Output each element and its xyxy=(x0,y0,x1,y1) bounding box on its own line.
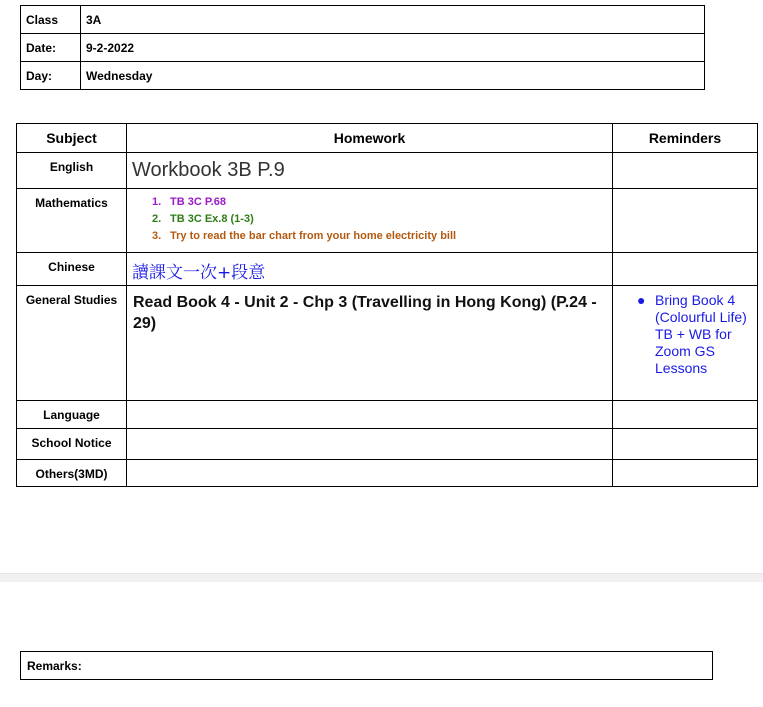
row-chinese xyxy=(17,253,758,286)
task-cell-others xyxy=(127,460,613,487)
info-row-class xyxy=(21,6,705,34)
remarks-row xyxy=(21,652,713,680)
math-item-3 xyxy=(127,228,612,245)
math-item-text: TB 3C Ex.8 (1-3) xyxy=(170,213,254,225)
day-value: Wednesday xyxy=(81,62,705,90)
subject-others: Others(3MD) xyxy=(17,460,127,487)
reminder-cell-school-notice xyxy=(613,429,758,460)
remarks-table xyxy=(20,651,713,680)
row-general-studies xyxy=(17,286,758,401)
math-item-text: Try to read the bar chart from your home electricity bill xyxy=(170,230,457,242)
gs-reminder-list xyxy=(613,286,757,377)
gs-reminder-text: Bring Book 4 (Colourful Life) TB + WB for Zoom GS Lessons xyxy=(655,292,747,376)
day-label: Day: xyxy=(21,62,81,90)
math-item-number: 1. xyxy=(152,196,162,208)
info-row-day xyxy=(21,62,705,90)
task-cell-general-studies xyxy=(127,286,613,401)
reminder-cell-english xyxy=(613,153,758,189)
reminder-cell-mathematics xyxy=(613,189,758,253)
task-cell-mathematics xyxy=(127,189,613,253)
reminder-cell-language xyxy=(613,401,758,429)
math-item-1 xyxy=(127,194,612,211)
gs-reminder-item xyxy=(613,292,757,377)
chinese-task: 讀課文一次+段意 xyxy=(132,263,266,283)
task-cell-chinese xyxy=(127,253,613,286)
general-studies-task: Read Book 4 - Unit 2 - Chp 3 (Travelling in Hong Kong) (P.24 - 29) xyxy=(133,294,597,332)
homework-table xyxy=(16,123,758,487)
reminder-cell-others xyxy=(613,460,758,487)
math-item-number: 3. xyxy=(152,230,162,242)
reminder-cell-general-studies xyxy=(613,286,758,401)
math-task-list xyxy=(127,189,612,245)
task-cell-language xyxy=(127,401,613,429)
row-school-notice xyxy=(17,429,758,460)
subject-english: English xyxy=(17,153,127,189)
row-others xyxy=(17,460,758,487)
homework-header-row xyxy=(17,124,758,153)
subject-chinese: Chinese xyxy=(17,253,127,286)
info-table xyxy=(20,5,705,90)
date-label: Date: xyxy=(21,34,81,62)
row-english xyxy=(17,153,758,189)
math-item-2 xyxy=(127,211,612,228)
info-row-date xyxy=(21,34,705,62)
subject-school-notice: School Notice xyxy=(17,429,127,460)
subject-header: Subject xyxy=(17,124,127,153)
class-value: 3A xyxy=(81,6,705,34)
reminders-header: Reminders xyxy=(613,124,758,153)
homework-header: Homework xyxy=(127,124,613,153)
math-item-text: TB 3C P.68 xyxy=(170,196,227,208)
row-language xyxy=(17,401,758,429)
math-item-number: 2. xyxy=(152,213,162,225)
subject-general-studies: General Studies xyxy=(17,286,127,401)
reminder-cell-chinese xyxy=(613,253,758,286)
bullet-icon: ● xyxy=(637,292,646,308)
subject-mathematics: Mathematics xyxy=(17,189,127,253)
task-cell-school-notice xyxy=(127,429,613,460)
task-cell-english xyxy=(127,153,613,189)
date-value: 9-2-2022 xyxy=(81,34,705,62)
english-task: Workbook 3B P.9 xyxy=(132,159,285,181)
class-label: Class xyxy=(21,6,81,34)
row-mathematics xyxy=(17,189,758,253)
subject-language: Language xyxy=(17,401,127,429)
page-break-separator xyxy=(0,573,763,582)
remarks-label: Remarks: xyxy=(21,652,713,680)
